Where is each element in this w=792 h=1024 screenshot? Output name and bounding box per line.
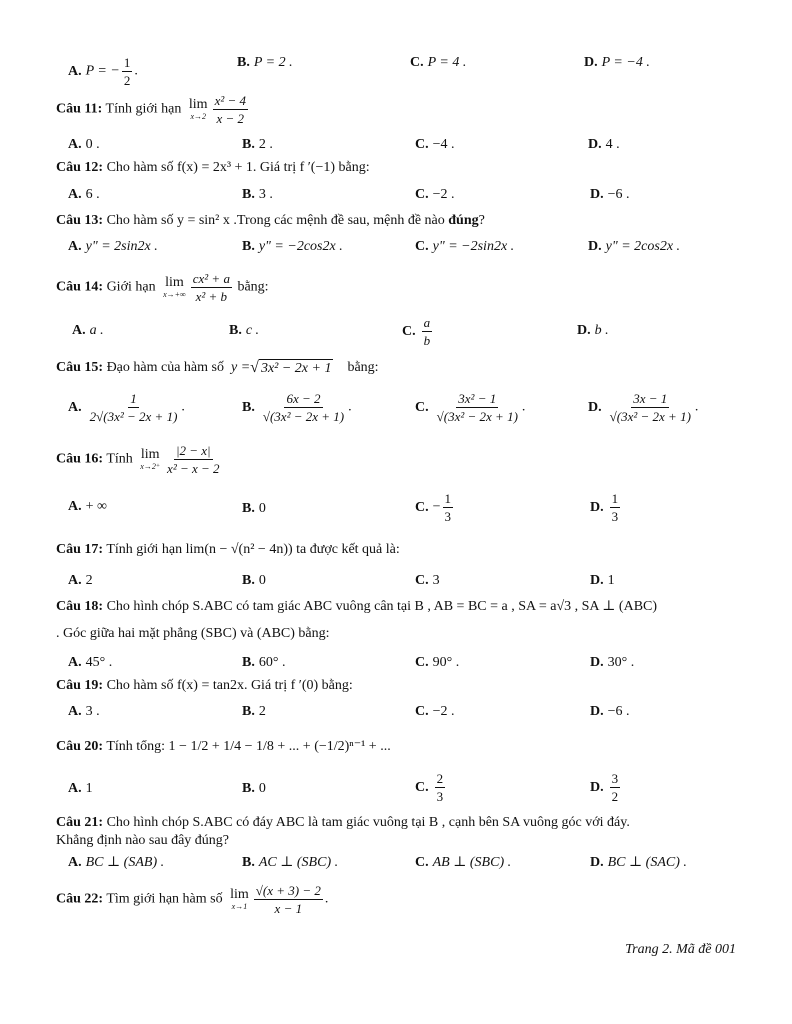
q17-option-a: A. 2 xyxy=(68,573,93,588)
q17-option-b: B. 0 xyxy=(242,573,266,588)
q17-stem: Câu 17: Tính giới hạn lim(n − √(n² − 4n)) ta được kết quả là: xyxy=(56,542,400,557)
q18-stem-line2: . Góc giữa hai mặt phẳng (SBC) và (ABC) bằng: xyxy=(56,626,330,641)
q16-option-d: D. $\frac{1}{3}$ xyxy=(590,491,619,524)
q15-option-b: B. $\frac{6x - 2}{\text{√(3x² − 2x + 1)}}$ . xyxy=(242,391,352,424)
q18-option-c: C. 90° . xyxy=(415,655,460,670)
q17-option-d: D. 1 xyxy=(590,573,615,588)
q11-option-b: B. 2 . xyxy=(242,137,273,152)
q14-option-b: B. c . xyxy=(229,323,260,338)
q21-option-b: B. AC ⊥ (SBC) . xyxy=(242,855,339,870)
q16-option-b: B. 0 xyxy=(242,501,266,516)
q15-stem: Câu 15: Đạo hàm của hàm số y =√ 3x² − 2x + 1 bằng: xyxy=(56,359,379,376)
q12-option-c: C. −2 . xyxy=(415,187,455,202)
q19-option-c: C. −2 . xyxy=(415,704,455,719)
q19-option-b: B. 2 xyxy=(242,704,266,719)
q20-stem: Câu 20: Tính tổng: 1 − 1/2 + 1/4 − 1/8 + ... + (−1/2)ⁿ⁻¹ + ... xyxy=(56,739,391,754)
q14-stem: Câu 14: Giới hạn lim x→+∞ $\frac{\text{cx² + a}}{\text{x² + b}}$ bằng: xyxy=(56,271,269,304)
q21-stem: Câu 21: Cho hình chóp S.ABC có đáy ABC là tam giác vuông tại B , cạnh bên SA vuông góc với đáy. xyxy=(56,815,630,830)
q13-option-b: B. y" = −2cos2x . xyxy=(242,239,343,254)
q14-option-d: D. b . xyxy=(577,323,609,338)
q18-option-d: D. 30° . xyxy=(590,655,635,670)
q21-option-a: A. BC ⊥ (SAB) . xyxy=(68,855,165,870)
q20-option-d: D. $\frac{3}{2}$ xyxy=(590,771,619,804)
q17-option-c: C. 3 xyxy=(415,573,440,588)
q16-option-a: A. + ∞ xyxy=(68,499,108,514)
q10-option-d: D. P = −4 . xyxy=(584,55,650,70)
q22-stem: Câu 22: Tìm giới hạn hàm số lim x→1 $\frac{√(x + 3) - 2}{x - 1}$ . xyxy=(56,883,329,916)
q12-option-d: D. −6 . xyxy=(590,187,630,202)
q19-stem: Câu 19: Cho hàm số f(x) = tan2x. Giá trị f ′(0) bằng: xyxy=(56,678,353,693)
q14-option-c: C. $\frac{a}{b}$ xyxy=(402,315,431,348)
q20-option-b: B. 0 xyxy=(242,781,266,796)
q14-option-a: A. a . xyxy=(72,323,104,338)
q21-stem-line2: Khẳng định nào sau đây đúng? xyxy=(56,833,230,848)
q11-option-c: C. −4 . xyxy=(415,137,455,152)
q21-option-d: D. BC ⊥ (SAC) . xyxy=(590,855,687,870)
q18-stem: Câu 18: Cho hình chóp S.ABC có tam giác ABC vuông cân tại B , AB = BC = a , SA = a√3 , SA ⊥ (ABC) xyxy=(56,599,658,614)
q18-option-a: A. 45° . xyxy=(68,655,113,670)
q20-option-c: C. $\frac{2}{3}$ xyxy=(415,771,444,804)
q12-option-a: A. 6 . xyxy=(68,187,100,202)
q13-option-c: C. y" = −2sin2x . xyxy=(415,239,515,254)
q20-option-a: A. 1 xyxy=(68,781,93,796)
q15-option-d: D. $\frac{3x - 1}{\text{√(3x² − 2x + 1)}}$ . xyxy=(588,391,699,424)
q11-option-a: A. 0 . xyxy=(68,137,100,152)
q13-stem: Câu 13: Cho hàm số y = sin² x .Trong các mệnh đề sau, mệnh đề nào đúng? xyxy=(56,213,485,228)
q18-option-b: B. 60° . xyxy=(242,655,286,670)
q11-option-d: D. 4 . xyxy=(588,137,620,152)
q10-option-c: C. P = 4 . xyxy=(410,55,467,70)
q16-option-c: C. − $\frac{1}{3}$ xyxy=(415,491,452,524)
q13-option-d: D. y" = 2cos2x . xyxy=(588,239,681,254)
q16-stem: Câu 16: Tính lim x→2⁺ $\frac{|2 - x|}{\text{x² − x − 2}}$ xyxy=(56,443,220,476)
q19-option-d: D. −6 . xyxy=(590,704,630,719)
q11-stem: Câu 11: Tính giới hạn lim x→2 $\frac{\text{x² − 4}}{x - 2}$ xyxy=(56,93,247,126)
q10-option-b: B. P = 2 . xyxy=(237,55,293,70)
q12-stem: Câu 12: Cho hàm số f(x) = 2x³ + 1. Giá trị f ′(−1) bằng: xyxy=(56,160,370,175)
q19-option-a: A. 3 . xyxy=(68,704,100,719)
q21-option-c: C. AB ⊥ (SBC) . xyxy=(415,855,512,870)
q15-option-a: A. $\frac{1}{\text{2√(3x² − 2x + 1)}}$ . xyxy=(68,391,185,424)
q13-option-a: A. y" = 2sin2x . xyxy=(68,239,158,254)
q15-option-c: C. $\frac{\text{3x² − 1}}{\text{√(3x² − 2x + 1)}}$ . xyxy=(415,391,526,424)
q10-option-a: A. P = − $\frac{1}{2}$ . xyxy=(68,55,138,88)
q12-option-b: B. 3 . xyxy=(242,187,273,202)
page-footer: Trang 2. Mã đề 001 xyxy=(625,942,736,957)
